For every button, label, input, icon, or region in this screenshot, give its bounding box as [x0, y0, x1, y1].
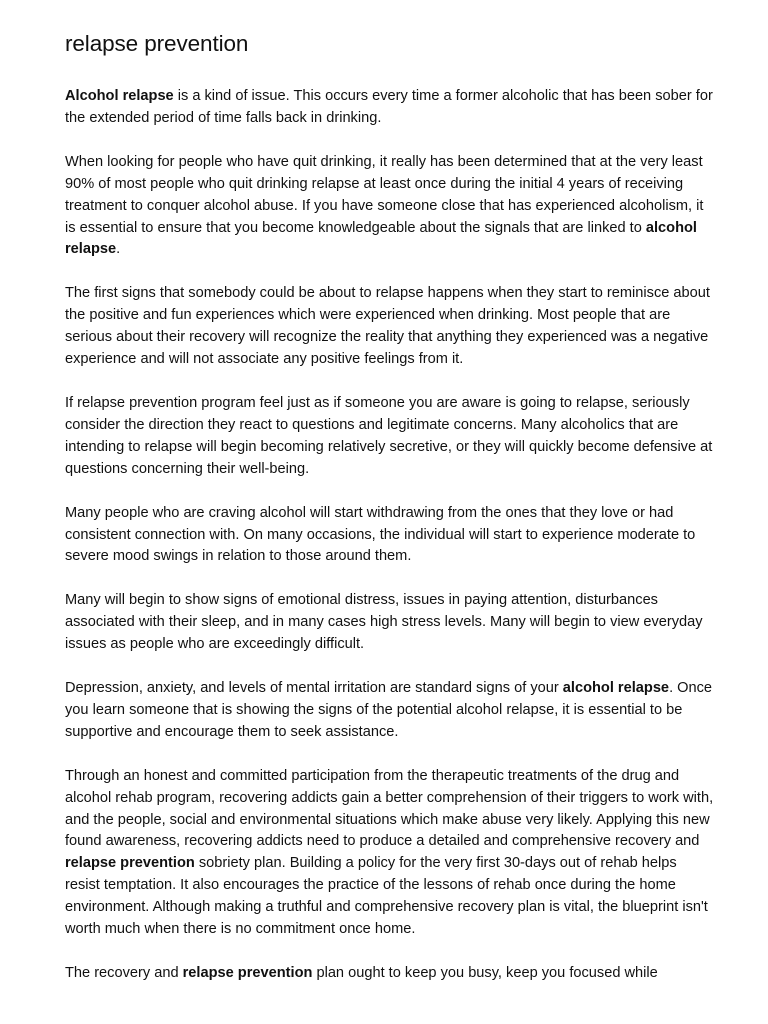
paragraph-text: The recovery and [65, 965, 183, 981]
paragraph-text: If relapse prevention program feel just as if someone you are aware is going to relapse, seriously consider the direction they react to questions and legitimate concerns. Many alcoholics that are intending to relapse will begin becoming relatively secretive, or they will quickly become defensive at questions concerning their well-being. [65, 394, 713, 477]
paragraph-text: Many people who are craving alcohol will start withdrawing from the ones that they love or had consistent connection with. On many occasions, the individual will start to experience moderate to severe mood swings in relation to those around them. [65, 504, 696, 565]
bold-keyword: alcohol relapse [562, 680, 670, 697]
paragraph-5 [65, 503, 715, 569]
bold-keyword: Alcohol relapse [65, 88, 174, 104]
paragraph-7 [65, 678, 715, 744]
paragraph-text: is a kind of issue. This occurs every time a former alcoholic that has been sober for the extended period of time falls back in drinking. [65, 88, 713, 126]
paragraph-4 [65, 393, 715, 481]
paragraph-text: Many will begin to show signs of emotional distress, issues in paying attention, disturbances associated with their sleep, and in many cases high stress levels. Many will begin to view everyday issues as people who are exceedingly difficult. [65, 592, 703, 653]
paragraph-3 [65, 283, 715, 371]
document-page [65, 28, 715, 1007]
bold-keyword: relapse prevention [182, 965, 313, 981]
paragraph-8 [65, 766, 715, 941]
page-title: relapse prevention [65, 31, 249, 56]
paragraph-text: Depression, anxiety, and levels of mental irritation are standard signs of your [65, 680, 563, 697]
paragraph-text: sobriety plan. Building a policy for the very first 30-days out of rehab helps resist temptation. It also encourages the practice of the lessons of rehab once during the home environment. Although making a truthful and comprehensive recovery plan is vital, the blueprint isn't worth much when there is no commitment once home. [65, 855, 708, 938]
paragraph-text: When looking for people who have quit drinking, it really has been determined that at the very least 90% of most people who quit drinking relapse at least once during the initial 4 years of receiving treatment to conquer alcohol abuse. If you have someone close that has experienced alcoholism, it is essential to ensure that you become knowledgeable about the signals that are linked to [65, 153, 704, 236]
paragraph-6 [65, 590, 715, 656]
paragraph-text: plan ought to keep you busy, keep you focused while [312, 965, 658, 981]
paragraph-text: . Once you learn someone that is showing the signs of the potential alcohol relapse, it is essential to be supportive and encourage them to seek assistance. [65, 680, 713, 740]
paragraph-9 [65, 963, 715, 985]
paragraph-2 [65, 152, 715, 262]
bold-keyword: alcohol relapse [65, 219, 697, 258]
paragraph-text: . [116, 241, 121, 258]
paragraph-text: The first signs that somebody could be about to relapse happens when they start to reminisce about the positive and fun experiences which were experienced when drinking. Most people that are serious about their recovery will recognize the reality that anything they experienced was a negative experience and will not associate any positive feelings from it. [65, 285, 710, 368]
paragraph-text: Through an honest and committed participation from the therapeutic treatments of the drug and alcohol rehab program, recovering addicts gain a better comprehension of their triggers to work with, and the people, social and environmental situations which make abuse very likely. Applying this new found awareness, recovering addicts need to produce a detailed and comprehensive recovery and [65, 767, 714, 850]
paragraph-1 [65, 86, 715, 130]
bold-keyword: relapse prevention [65, 855, 195, 872]
